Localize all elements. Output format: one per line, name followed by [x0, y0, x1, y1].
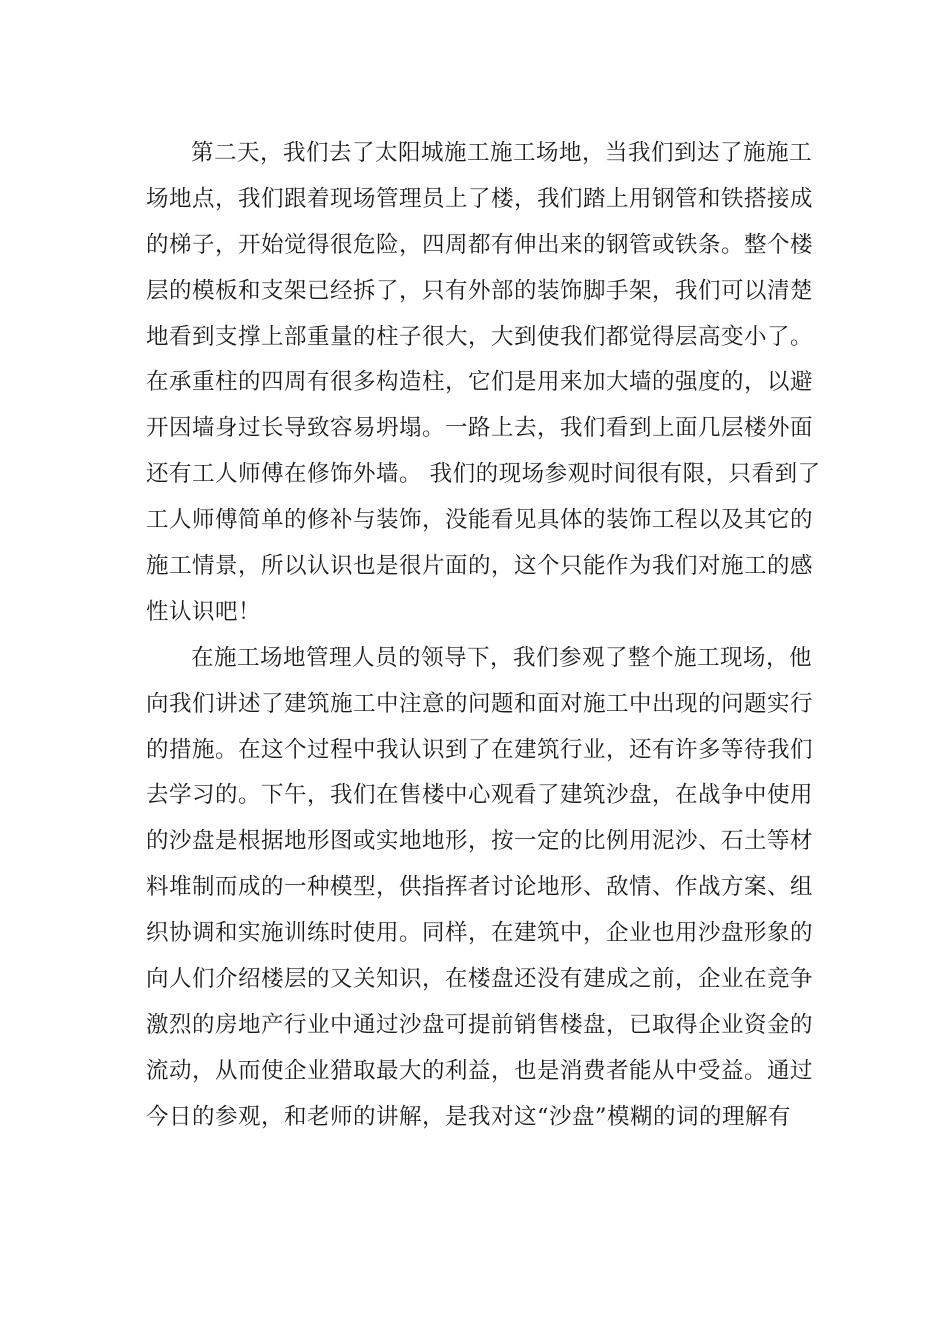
paragraph-2	[146, 636, 814, 1141]
text-line: 织协调和实施训练时使用。同样，在建筑中，企业也用沙盘形象的	[146, 920, 814, 947]
text-line: 的梯子，开始觉得很危险，四周都有伸出来的钢管或铁条。整个楼	[146, 231, 814, 258]
text-line: 的沙盘是根据地形图或实地地形，按一定的比例用泥沙、石土等材	[146, 828, 814, 855]
text-line: 向人们介绍楼层的又关知识，在楼盘还没有建成之前，企业在竞争	[146, 966, 814, 993]
text-line: 在施工场地管理人员的领导下，我们参观了整个施工现场，他	[191, 644, 813, 671]
text-line: 料堆制而成的一种模型，供指挥者讨论地形、敌情、作战方案、组	[146, 874, 814, 901]
text-line: 性认识吧！	[146, 598, 262, 625]
text-line: 流动，从而使企业猎取最大的利益，也是消费者能从中受益。通过	[146, 1057, 814, 1084]
text-line: 第二天，我们去了太阳城施工施工场地，当我们到达了施施工	[191, 140, 813, 166]
text-line: 施工情景，所以认识也是很片面的，这个只能作为我们对施工的感	[146, 553, 814, 580]
text-line: 开因墙身过长导致容易坍塌。一路上去，我们看到上面几层楼外面	[146, 415, 814, 442]
text-line: 地看到支撑上部重量的柱子很大，大到使我们都觉得层高变小了。	[146, 323, 814, 350]
text-line: 工人师傅简单的修补与装饰，没能看见具体的装饰工程以及其它的	[146, 507, 814, 534]
text-line: 层的模板和支架已经拆了，只有外部的装饰脚手架，我们可以清楚	[146, 277, 814, 304]
text-line: 今日的参观，和老师的讲解，是我对这“沙盘”模糊的词的理解有	[146, 1103, 792, 1130]
text-line: 在承重柱的四周有很多构造柱，它们是用来加大墙的强度的，以避	[146, 369, 814, 396]
text-line: 去学习的。下午，我们在售楼中心观看了建筑沙盘，在战争中使用	[146, 782, 814, 809]
text-line: 激烈的房地产行业中通过沙盘可提前销售楼盘，已取得企业资金的	[146, 1011, 814, 1038]
body-text	[146, 131, 821, 1141]
text-line: 还有工人师傅在修饰外墙。 我们的现场参观时间很有限，只看到了	[146, 461, 821, 488]
text-line: 的措施。在这个过程中我认识到了在建筑行业，还有许多等待我们	[146, 736, 814, 763]
paragraph-1	[146, 131, 821, 636]
text-line: 向我们讲述了建筑施工中注意的问题和面对施工中出现的问题实行	[146, 690, 814, 717]
text-line: 场地点，我们跟着现场管理员上了楼，我们踏上用钢管和铁搭接成	[146, 185, 814, 212]
